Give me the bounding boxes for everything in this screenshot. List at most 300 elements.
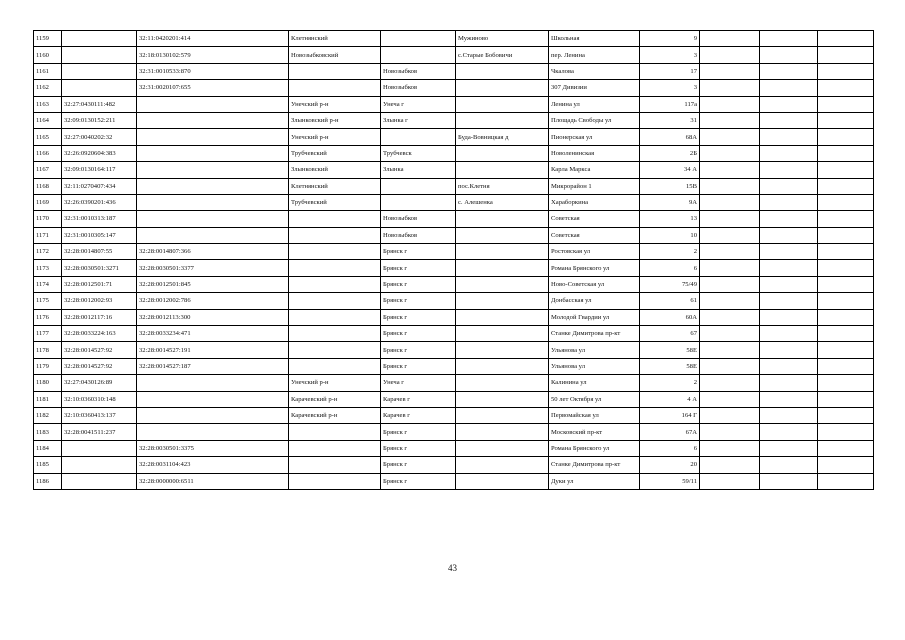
cell-settlement xyxy=(456,145,549,161)
cell-district: Трубчевский xyxy=(289,145,381,161)
cell-district xyxy=(289,63,381,79)
table-row xyxy=(34,309,874,325)
cell-settlement xyxy=(456,342,549,358)
cell-house-number: 15В xyxy=(640,178,700,194)
cell-house-number: 164 Г xyxy=(640,407,700,423)
cell-district: Клетнянский xyxy=(289,31,381,47)
cell-extra-col-3 xyxy=(818,63,874,79)
cell-row-number: 1160 xyxy=(34,47,62,63)
cell-district: Карачевский р-н xyxy=(289,391,381,407)
cell-extra-col-3 xyxy=(818,457,874,473)
cell-settlement: с.Старые Бобовичи xyxy=(456,47,549,63)
cell-cadastral-number-2 xyxy=(137,112,289,128)
cell-district xyxy=(289,227,381,243)
cell-cadastral-number-2: 32:28:0030501:3375 xyxy=(137,440,289,456)
cell-extra-col-2 xyxy=(760,391,818,407)
cell-extra-col-1 xyxy=(700,145,760,161)
cell-extra-col-2 xyxy=(760,211,818,227)
cell-district xyxy=(289,326,381,342)
table-row xyxy=(34,260,874,276)
cell-district xyxy=(289,80,381,96)
cell-street: Советская xyxy=(549,211,640,227)
cell-cadastral-number-2 xyxy=(137,162,289,178)
cell-district: Унечский р-н xyxy=(289,129,381,145)
table-body xyxy=(34,31,874,490)
cell-extra-col-3 xyxy=(818,293,874,309)
cell-row-number: 1186 xyxy=(34,473,62,489)
cell-city: Унеча г xyxy=(381,375,456,391)
cell-extra-col-1 xyxy=(700,112,760,128)
cell-city: Новозыбков xyxy=(381,63,456,79)
cell-extra-col-2 xyxy=(760,96,818,112)
cell-row-number: 1171 xyxy=(34,227,62,243)
cell-extra-col-1 xyxy=(700,211,760,227)
cell-city: Брянск г xyxy=(381,424,456,440)
cell-extra-col-2 xyxy=(760,309,818,325)
cell-settlement: Буда-Вовницкая д xyxy=(456,129,549,145)
cell-cadastral-number-2: 32:28:0012113:300 xyxy=(137,309,289,325)
cell-street: Романа Брянского ул xyxy=(549,260,640,276)
cell-cadastral-number-2: 32:28:0014527:191 xyxy=(137,342,289,358)
cell-city: Брянск г xyxy=(381,440,456,456)
cell-extra-col-1 xyxy=(700,96,760,112)
cell-settlement xyxy=(456,391,549,407)
cell-cadastral-number-2: 32:31:0020107:655 xyxy=(137,80,289,96)
cell-cadastral-number: 32:28:0033224:163 xyxy=(62,326,137,342)
cell-cadastral-number-2 xyxy=(137,178,289,194)
cell-house-number: 9А xyxy=(640,194,700,210)
cell-settlement xyxy=(456,80,549,96)
cell-extra-col-1 xyxy=(700,31,760,47)
cell-district: Карачевский р-н xyxy=(289,407,381,423)
cell-extra-col-2 xyxy=(760,276,818,292)
cell-row-number: 1170 xyxy=(34,211,62,227)
cell-cadastral-number xyxy=(62,47,137,63)
cell-cadastral-number: 32:28:0012117:16 xyxy=(62,309,137,325)
cell-extra-col-1 xyxy=(700,227,760,243)
cell-street: Ростовская ул xyxy=(549,244,640,260)
cell-extra-col-3 xyxy=(818,326,874,342)
cell-house-number: 67А xyxy=(640,424,700,440)
cell-house-number: 9 xyxy=(640,31,700,47)
cell-row-number: 1168 xyxy=(34,178,62,194)
cell-street: Ленина ул xyxy=(549,96,640,112)
cell-street: пер. Ленина xyxy=(549,47,640,63)
cell-cadastral-number: 32:28:0014527:92 xyxy=(62,358,137,374)
cell-extra-col-2 xyxy=(760,440,818,456)
cell-cadastral-number-2: 32:28:0033234:471 xyxy=(137,326,289,342)
cell-cadastral-number-2: 32:28:0014807:366 xyxy=(137,244,289,260)
cell-cadastral-number: 32:28:0012002:93 xyxy=(62,293,137,309)
cell-extra-col-1 xyxy=(700,358,760,374)
cell-district xyxy=(289,293,381,309)
cell-extra-col-1 xyxy=(700,63,760,79)
cell-extra-col-3 xyxy=(818,424,874,440)
cell-cadastral-number-2 xyxy=(137,145,289,161)
cell-house-number: 58Е xyxy=(640,342,700,358)
cell-extra-col-3 xyxy=(818,440,874,456)
cell-street: Калинина ул xyxy=(549,375,640,391)
cell-extra-col-2 xyxy=(760,80,818,96)
cell-settlement xyxy=(456,358,549,374)
cell-row-number: 1172 xyxy=(34,244,62,260)
cell-house-number: 17 xyxy=(640,63,700,79)
cell-city: Брянск г xyxy=(381,276,456,292)
cell-extra-col-1 xyxy=(700,457,760,473)
cell-city xyxy=(381,194,456,210)
cell-row-number: 1162 xyxy=(34,80,62,96)
cell-cadastral-number: 32:26:0920604:383 xyxy=(62,145,137,161)
cell-street: Станке Димитрова пр-кт xyxy=(549,326,640,342)
cell-extra-col-3 xyxy=(818,358,874,374)
cell-extra-col-1 xyxy=(700,375,760,391)
cell-row-number: 1181 xyxy=(34,391,62,407)
cell-cadastral-number xyxy=(62,457,137,473)
cell-street: Новоленинская xyxy=(549,145,640,161)
cell-cadastral-number-2 xyxy=(137,227,289,243)
cell-cadastral-number-2 xyxy=(137,96,289,112)
cell-settlement xyxy=(456,244,549,260)
cell-street: 50 лет Октября ул xyxy=(549,391,640,407)
cell-house-number: 3 xyxy=(640,80,700,96)
cell-city: Новозыбков xyxy=(381,80,456,96)
cell-row-number: 1174 xyxy=(34,276,62,292)
cell-extra-col-2 xyxy=(760,457,818,473)
cell-extra-col-3 xyxy=(818,31,874,47)
cell-street: Ульянова ул xyxy=(549,358,640,374)
cell-district xyxy=(289,276,381,292)
cell-extra-col-3 xyxy=(818,391,874,407)
cell-extra-col-2 xyxy=(760,31,818,47)
cell-city xyxy=(381,47,456,63)
cell-street: Донбасская ул xyxy=(549,293,640,309)
cell-street: Микрорайон 1 xyxy=(549,178,640,194)
cell-extra-col-1 xyxy=(700,80,760,96)
cell-cadastral-number: 32:10:0360413:137 xyxy=(62,407,137,423)
cell-extra-col-3 xyxy=(818,145,874,161)
cell-street: Хараборкина xyxy=(549,194,640,210)
cell-district: Злынковский р-н xyxy=(289,112,381,128)
cell-cadastral-number: 32:27:0430111:482 xyxy=(62,96,137,112)
cell-district: Унечский р-н xyxy=(289,375,381,391)
cell-settlement: Мужиново xyxy=(456,31,549,47)
table-row xyxy=(34,326,874,342)
cell-extra-col-1 xyxy=(700,178,760,194)
cell-extra-col-3 xyxy=(818,112,874,128)
cell-city: Карачев г xyxy=(381,391,456,407)
cell-cadastral-number-2 xyxy=(137,391,289,407)
cell-house-number: 13 xyxy=(640,211,700,227)
cell-house-number: 6 xyxy=(640,260,700,276)
cell-cadastral-number-2: 32:28:0012501:845 xyxy=(137,276,289,292)
cell-city: Злынка г xyxy=(381,112,456,128)
cell-city: Новозыбков xyxy=(381,227,456,243)
cell-house-number: 6 xyxy=(640,440,700,456)
cell-street: Советская xyxy=(549,227,640,243)
cell-cadastral-number xyxy=(62,440,137,456)
cell-settlement xyxy=(456,162,549,178)
cell-street: Пионерская ул xyxy=(549,129,640,145)
cell-row-number: 1176 xyxy=(34,309,62,325)
cell-settlement xyxy=(456,326,549,342)
cell-row-number: 1164 xyxy=(34,112,62,128)
cell-extra-col-3 xyxy=(818,227,874,243)
cell-cadastral-number-2: 32:18:0130102:579 xyxy=(137,47,289,63)
cell-street: Школьная xyxy=(549,31,640,47)
cell-settlement xyxy=(456,211,549,227)
cell-settlement xyxy=(456,293,549,309)
cell-cadastral-number: 32:09:0130164:117 xyxy=(62,162,137,178)
cell-house-number: 61 xyxy=(640,293,700,309)
table-row xyxy=(34,129,874,145)
cell-extra-col-2 xyxy=(760,63,818,79)
cell-extra-col-2 xyxy=(760,293,818,309)
cell-settlement xyxy=(456,440,549,456)
cell-house-number: 2 xyxy=(640,244,700,260)
cell-row-number: 1178 xyxy=(34,342,62,358)
cell-cadastral-number-2: 32:28:0012002:786 xyxy=(137,293,289,309)
cell-cadastral-number-2: 32:28:0030501:3377 xyxy=(137,260,289,276)
cell-city xyxy=(381,31,456,47)
cell-extra-col-1 xyxy=(700,293,760,309)
cell-row-number: 1163 xyxy=(34,96,62,112)
table-row xyxy=(34,63,874,79)
table-row xyxy=(34,244,874,260)
cell-cadastral-number: 32:31:0010305:147 xyxy=(62,227,137,243)
cell-extra-col-2 xyxy=(760,178,818,194)
cell-settlement xyxy=(456,63,549,79)
table-row xyxy=(34,457,874,473)
cell-extra-col-3 xyxy=(818,129,874,145)
cell-cadastral-number xyxy=(62,473,137,489)
cell-extra-col-2 xyxy=(760,326,818,342)
cell-house-number: 4 А xyxy=(640,391,700,407)
table-row xyxy=(34,407,874,423)
cell-street: Романа Брянского ул xyxy=(549,440,640,456)
cell-city xyxy=(381,129,456,145)
cell-cadastral-number: 32:27:0040202:32 xyxy=(62,129,137,145)
cell-extra-col-3 xyxy=(818,96,874,112)
cell-cadastral-number-2 xyxy=(137,407,289,423)
cell-row-number: 1175 xyxy=(34,293,62,309)
cell-extra-col-1 xyxy=(700,391,760,407)
cell-district xyxy=(289,440,381,456)
cell-extra-col-1 xyxy=(700,244,760,260)
table-row xyxy=(34,440,874,456)
cell-city: Брянск г xyxy=(381,473,456,489)
table-row xyxy=(34,194,874,210)
cell-district: Клетнянский xyxy=(289,178,381,194)
cell-row-number: 1165 xyxy=(34,129,62,145)
cell-extra-col-2 xyxy=(760,227,818,243)
table-row xyxy=(34,31,874,47)
cell-extra-col-3 xyxy=(818,342,874,358)
cell-cadastral-number: 32:28:0014807:55 xyxy=(62,244,137,260)
cell-house-number: 59/11 xyxy=(640,473,700,489)
cell-cadastral-number-2 xyxy=(137,194,289,210)
cell-extra-col-3 xyxy=(818,211,874,227)
cell-extra-col-3 xyxy=(818,244,874,260)
cell-extra-col-2 xyxy=(760,424,818,440)
cell-house-number: 10 xyxy=(640,227,700,243)
table-row xyxy=(34,424,874,440)
cell-street: Карла Маркса xyxy=(549,162,640,178)
cell-extra-col-1 xyxy=(700,407,760,423)
table-row xyxy=(34,145,874,161)
cell-extra-col-3 xyxy=(818,178,874,194)
table-row xyxy=(34,178,874,194)
cell-cadastral-number: 32:28:0030501:3271 xyxy=(62,260,137,276)
cell-street: Площадь Свободы ул xyxy=(549,112,640,128)
cell-house-number: 2Б xyxy=(640,145,700,161)
cell-settlement xyxy=(456,96,549,112)
cell-city: Брянск г xyxy=(381,457,456,473)
table-row xyxy=(34,162,874,178)
cell-extra-col-1 xyxy=(700,276,760,292)
cell-extra-col-2 xyxy=(760,358,818,374)
cell-district xyxy=(289,424,381,440)
cell-house-number: 2 xyxy=(640,375,700,391)
cell-cadastral-number xyxy=(62,63,137,79)
cell-extra-col-2 xyxy=(760,407,818,423)
cell-city: Злынка xyxy=(381,162,456,178)
cell-city xyxy=(381,178,456,194)
cell-cadastral-number: 32:27:0430126:89 xyxy=(62,375,137,391)
cell-house-number: 117а xyxy=(640,96,700,112)
cell-settlement xyxy=(456,407,549,423)
cell-extra-col-2 xyxy=(760,129,818,145)
cell-extra-col-3 xyxy=(818,162,874,178)
cell-cadastral-number-2 xyxy=(137,424,289,440)
cell-district xyxy=(289,342,381,358)
cell-street: Ульянова ул xyxy=(549,342,640,358)
cell-extra-col-3 xyxy=(818,309,874,325)
cell-district xyxy=(289,358,381,374)
cell-extra-col-1 xyxy=(700,162,760,178)
cell-cadastral-number-2: 32:11:0420201:414 xyxy=(137,31,289,47)
cell-extra-col-3 xyxy=(818,407,874,423)
cell-extra-col-1 xyxy=(700,47,760,63)
cell-extra-col-3 xyxy=(818,47,874,63)
cell-row-number: 1185 xyxy=(34,457,62,473)
cell-house-number: 31 xyxy=(640,112,700,128)
cell-district xyxy=(289,457,381,473)
cell-house-number: 3 xyxy=(640,47,700,63)
cell-extra-col-2 xyxy=(760,145,818,161)
cell-district xyxy=(289,244,381,260)
cell-extra-col-2 xyxy=(760,194,818,210)
cell-house-number: 60А xyxy=(640,309,700,325)
cell-row-number: 1180 xyxy=(34,375,62,391)
cell-street: Станке Димитрова пр-кт xyxy=(549,457,640,473)
cell-extra-col-3 xyxy=(818,260,874,276)
cell-extra-col-2 xyxy=(760,375,818,391)
cell-row-number: 1167 xyxy=(34,162,62,178)
cell-cadastral-number: 32:28:0041511:237 xyxy=(62,424,137,440)
cell-street: Дуки ул xyxy=(549,473,640,489)
cell-extra-col-3 xyxy=(818,194,874,210)
cell-cadastral-number: 32:09:0130152:211 xyxy=(62,112,137,128)
cell-extra-col-1 xyxy=(700,424,760,440)
cell-settlement xyxy=(456,227,549,243)
cell-district xyxy=(289,309,381,325)
cell-city: Унеча г xyxy=(381,96,456,112)
table-row xyxy=(34,96,874,112)
cell-settlement xyxy=(456,112,549,128)
cell-cadastral-number-2: 32:28:0014527:187 xyxy=(137,358,289,374)
cell-district xyxy=(289,473,381,489)
cell-street: Московский пр-кт xyxy=(549,424,640,440)
cell-city: Брянск г xyxy=(381,358,456,374)
cell-extra-col-1 xyxy=(700,309,760,325)
cell-cadastral-number: 32:10:0360310:148 xyxy=(62,391,137,407)
cell-city: Брянск г xyxy=(381,293,456,309)
cell-row-number: 1179 xyxy=(34,358,62,374)
cell-extra-col-2 xyxy=(760,260,818,276)
cell-extra-col-2 xyxy=(760,342,818,358)
cell-row-number: 1177 xyxy=(34,326,62,342)
cell-extra-col-3 xyxy=(818,473,874,489)
table-row xyxy=(34,276,874,292)
cell-extra-col-2 xyxy=(760,112,818,128)
table-row xyxy=(34,293,874,309)
cell-cadastral-number xyxy=(62,31,137,47)
cell-house-number: 75/49 xyxy=(640,276,700,292)
cell-city: Брянск г xyxy=(381,244,456,260)
cell-district: Трубчевский xyxy=(289,194,381,210)
cell-district: Унечский р-н xyxy=(289,96,381,112)
cell-row-number: 1182 xyxy=(34,407,62,423)
cell-extra-col-2 xyxy=(760,162,818,178)
cell-row-number: 1166 xyxy=(34,145,62,161)
table-row xyxy=(34,358,874,374)
cell-cadastral-number: 32:28:0012501:71 xyxy=(62,276,137,292)
cell-street: Молодой Гвардии ул xyxy=(549,309,640,325)
cell-settlement xyxy=(456,309,549,325)
cell-settlement: пос.Клетня xyxy=(456,178,549,194)
cell-row-number: 1173 xyxy=(34,260,62,276)
table-row xyxy=(34,112,874,128)
cell-cadastral-number: 32:26:0390201:436 xyxy=(62,194,137,210)
cell-city: Новозыбков xyxy=(381,211,456,227)
cell-row-number: 1161 xyxy=(34,63,62,79)
table-row xyxy=(34,375,874,391)
cell-city: Брянск г xyxy=(381,260,456,276)
cell-street: Ново-Советская ул xyxy=(549,276,640,292)
cell-city: Брянск г xyxy=(381,309,456,325)
cell-settlement xyxy=(456,424,549,440)
register-table xyxy=(33,30,874,490)
cell-cadastral-number-2: 32:31:0010533:870 xyxy=(137,63,289,79)
cell-city: Брянск г xyxy=(381,342,456,358)
cell-extra-col-1 xyxy=(700,194,760,210)
cell-extra-col-1 xyxy=(700,342,760,358)
table-row xyxy=(34,227,874,243)
cell-settlement xyxy=(456,473,549,489)
cell-cadastral-number-2 xyxy=(137,129,289,145)
table-row xyxy=(34,391,874,407)
cell-row-number: 1169 xyxy=(34,194,62,210)
cell-extra-col-2 xyxy=(760,473,818,489)
cell-district: Злынковский xyxy=(289,162,381,178)
cell-street: Первомайская ул xyxy=(549,407,640,423)
table-row xyxy=(34,80,874,96)
register-table-container xyxy=(33,30,873,490)
cell-extra-col-3 xyxy=(818,80,874,96)
cell-settlement xyxy=(456,260,549,276)
cell-house-number: 68А xyxy=(640,129,700,145)
cell-extra-col-2 xyxy=(760,244,818,260)
